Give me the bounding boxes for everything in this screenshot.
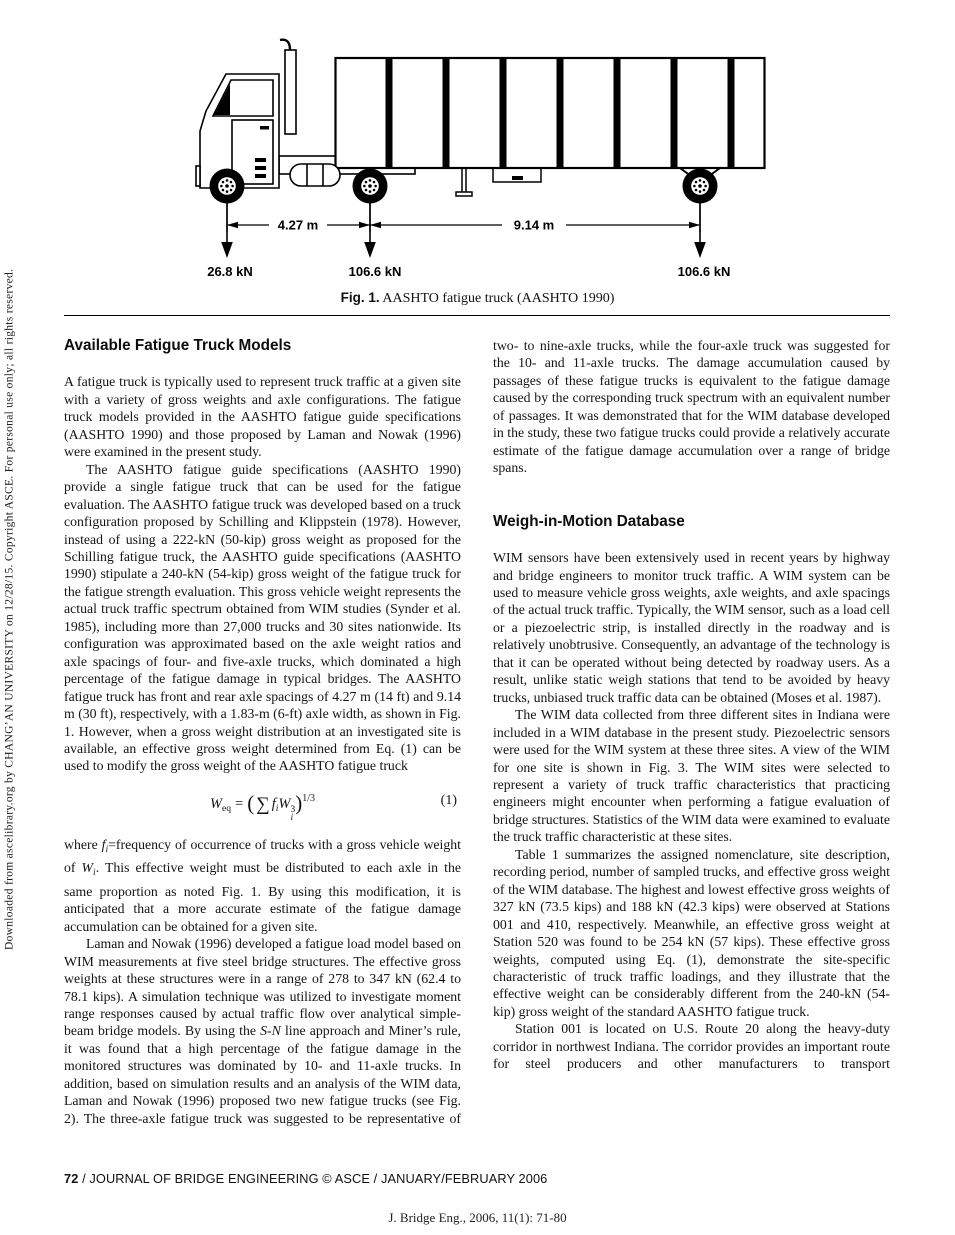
paragraph-1: A fatigue truck is typically used to represent truck traffic at a given site with a variety of gross weights and axle configurations. The fatigue truck models provided in the AASHTO fatigue guide specifications (AASHTO 1990) and those proposed by Laman and Nowak (1996) were examined in the present study. xyxy=(64,374,461,460)
paragraph-2: The AASHTO fatigue guide specifications (AASHTO 1990) provide a single fatigue truck that can be used for the fatigue evaluation. The AASHTO fatigue truck was developed based on a truck configuration proposed by Schilling and Klippstein (1978). However, instead of using a 222-kN (50-kip) gross weight as proposed for the Schilling fatigue truck, the AASHTO guide specifications (AASHTO 1990) stipulate a 240-kN (54-kip) gross weight of the fatigue truck for the fatigue strength evaluation. This gross vehicle weight represents the actual truck traffic spectrum obtained from WIM studies (Synder et al. 1985), including more than 27,000 trucks and 30 sites nationwide. Its configuration was approximated based on the axle weight ratios and axle spacings of four- and five-axle trucks, which dominated a high percentage of the fatigue damage in typical bridges. The AASHTO fatigue truck has front and rear axle spacings of 4.27 m (14 ft) and 9.14 m (30 ft), respectively, with a 1.83-m (6-ft) axle width, as shown in Fig. 1. However, when a gross weight distribution at an investigated site is available, an effective gross weight determined from Eq. (1) can be used to modify the gross weight of the AASHTO fatigue truck xyxy=(64,461,461,774)
axle-load-label-1: 26.8 kN xyxy=(207,264,253,279)
trailer-skirt-box xyxy=(493,168,541,182)
running-footer xyxy=(64,1171,890,1186)
tractor-cab xyxy=(196,40,340,188)
dimension-label-front: 4.27 m xyxy=(277,217,319,233)
column-left xyxy=(64,337,461,1127)
exhaust-stack xyxy=(280,40,296,134)
figure-caption-text: AASHTO fatigue truck (AASHTO 1990) xyxy=(379,291,615,306)
equation-1: $W_{eq}$ = ( ∑ $f_iW$ 3 i )$^{1/3}$ (1) xyxy=(209,790,457,824)
aashto-fatigue-truck-diagram xyxy=(185,36,770,288)
citation-line: J. Bridge Eng., 2006, 11(1): 71-80 xyxy=(388,1210,567,1225)
dimension-label-rear: 9.14 m xyxy=(513,217,555,233)
paragraph-4: Laman and Nowak (1996) developed a fatigue load model based on WIM measurements at five steel bridge structures. The effective gross weights at these structures were in a range of 278 to 347 kN (62.4 to 78.1 kips). A simulation technique was utilized to investigate moment range responses caused by actual traffic flow over analytical simple-beam bridge models. By using the S-N line approach and Miner’s rule, it was found that a high percentage of the fatigue damage in the monitored structures was dominated by 10- and 11-axle trucks. In addition, based on simulation results and an analysis of the WIM data, Laman and Nowak (1996) proposed two new fatigue trucks (see Fig. 2). The three-axle fatigue truck was suggested to be representative of xyxy=(64,936,461,1126)
figure-caption-label: Fig. 1. xyxy=(340,290,380,305)
equation-number: (1) xyxy=(440,792,457,808)
article-body xyxy=(64,337,890,1127)
equation-lhs: W xyxy=(209,795,223,812)
wheel-trailer xyxy=(683,169,718,204)
figure-divider-rule xyxy=(64,315,890,316)
paragraph-8: Table 1 summarizes the assigned nomenclature, site description, recording period, number of sampled trucks, and effective gross weight of the WIM database. The highest and lowest effective gross weights of 327 kN (73.5 kips) and 188 kN (42.3 kips) were observed at Stations 001 and 410, respectively. Meanwhile, an effective gross weight at Station 520 was found to be 254 kN (57 kips). These effective gross weights, computed using Eq. (1), demonstrate the site-specific characteristic of truck traffic loadings, and they illustrate that the effective weight can be considerably different from the 240-kN (54-kip) gross weight of the standard AASHTO fatigue truck. xyxy=(493,846,890,1019)
paragraph-7: The WIM data collected from three different sites in Indiana were included in a WIM database in the present study. Piezoelectric sensors were used for the WIM system at these three sites. A view of the WIM for one site is shown in Fig. 3. The WIM sites were selected to represent a variety of truck traffic characteristics that practicing engineers might encounter when performing a fatigue evaluation of bridge structures. Statistics of the WIM data were examined to evaluate the truck traffic characteristic at these sites. xyxy=(493,707,890,845)
paragraph-6: WIM sensors have been extensively used in recent years by highway and bridge engineers to monitor truck traffic. A WIM system can be used to measure vehicle gross weights, axle weights, and axle spacings of the actual truck traffic. Typically, the WIM sensor, such as a load cell or a piezoelectric strip, is installed directly in the roadway and is relatively unobtrusive. Consequently, an advantage of the technology is that it can be operated without being detected by roadway users. As a result, unlike static weigh stations that tend to be avoided by heavy trucks, unbiased truck traffic data can be obtained (Moses et al. 1987). xyxy=(493,550,890,705)
figure-1-caption xyxy=(0,290,955,307)
page-number: 72 xyxy=(64,1171,79,1186)
figure-1 xyxy=(185,36,770,288)
download-copyright-notice: Downloaded from ascelibrary.org by CHANG’AN UNIVERSITY on 12/28/15. Copyright ASCE. For personal use only; all rights reserved. xyxy=(3,268,16,950)
section-heading-available-fatigue-truck-models: Available Fatigue Truck Models xyxy=(64,337,292,354)
paragraph-5: two- to nine-axle trucks, while the four-axle truck was suggested for the 10- and 11-axle trucks. The damage accumulation caused by passages of these fatigue trucks is equivalent to the fatigue damage caused by the corresponding truck spectrum with an equivalent number of passages. It was demonstrated that for the WIM database developed in the study, these two fatigue trucks could provide a relatively accurate estimate of the fatigue damage accumulation over a range of bridge spans. xyxy=(493,338,890,476)
wheel-front xyxy=(210,169,245,204)
axle-load-label-3: 106.6 kN xyxy=(677,264,731,279)
fuel-tank xyxy=(290,164,340,186)
paragraph-3: where $f_i=frequency$ of occurrence of trucks with a gross vehicle weight of $W_i$. This effective weight must be distributed to each axle in the same proportion as noted Fig. 1. By using this modification, it is anticipated that a more accurate estimate of the fatigue damage accumulation can be obtained for a given site. xyxy=(64,836,461,934)
section-heading-weigh-in-motion-database: Weigh-in-Motion Database xyxy=(493,512,685,530)
axle-load-label-2: 106.6 kN xyxy=(348,264,402,279)
column-right xyxy=(493,337,890,1127)
journal-footer-text: / JOURNAL OF BRIDGE ENGINEERING © ASCE / JANUARY/FEBRUARY 2006 xyxy=(78,1171,548,1186)
summation-symbol: ∑ xyxy=(256,794,270,816)
paragraph-9: Station 001 is located on U.S. Route 20 along the heavy-duty corridor in northwest Indiana. The corridor provides an important route for steel producers and other manufacturers to transport xyxy=(493,1021,890,1072)
vent-slots xyxy=(255,158,266,178)
wheel-drive xyxy=(353,169,388,204)
door-handle xyxy=(260,126,269,130)
landing-gear xyxy=(456,168,472,196)
